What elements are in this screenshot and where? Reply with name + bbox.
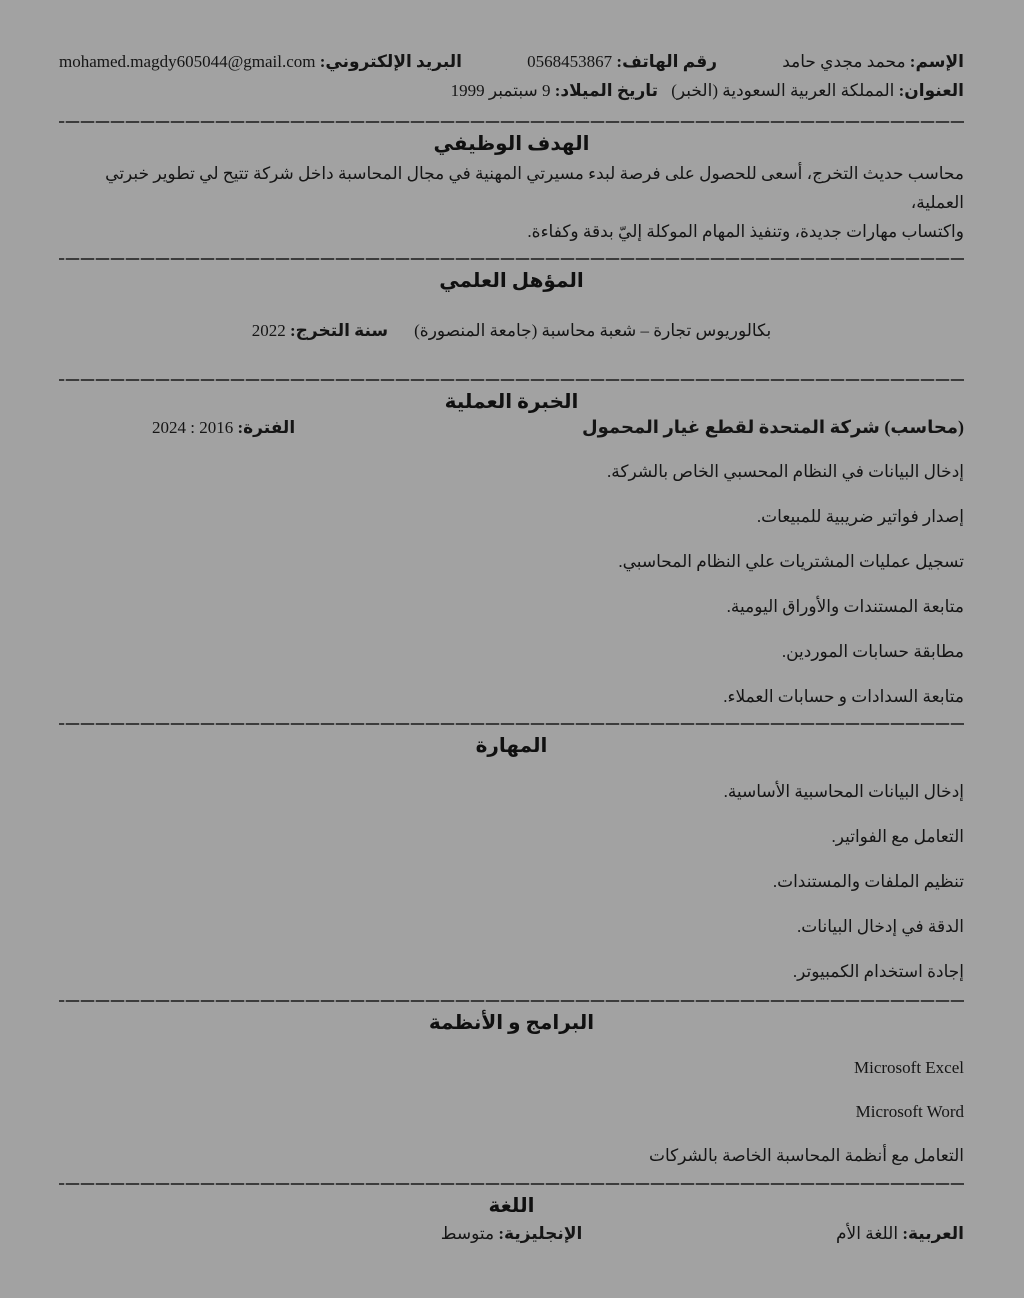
duty-item: تسجيل عمليات المشتريات علي النظام المحاسبي.: [618, 552, 964, 571]
language-english: [441, 1224, 583, 1244]
programs-list: [59, 1056, 964, 1167]
english-value: متوسط: [440, 1224, 495, 1243]
separator: [59, 121, 964, 123]
experience-entry-header: [59, 417, 964, 438]
skill-item: إجادة استخدام الكمبيوتر.: [792, 962, 964, 981]
duty-item: مطابقة حسابات الموردين.: [781, 642, 964, 661]
spacer: [59, 1224, 361, 1244]
phone-label: رقم الهاتف:: [616, 52, 718, 71]
separator: [59, 379, 964, 381]
language-arabic: [836, 1224, 964, 1244]
email-label: البريد الإلكتروني:: [319, 52, 462, 71]
grad-year-value: 2022: [251, 321, 286, 340]
duties-list: [59, 460, 964, 708]
phone-field: [527, 52, 717, 72]
duty-item: إصدار فواتير ضريبية للمبيعات.: [756, 507, 964, 526]
period-label: الفترة:: [237, 418, 296, 437]
email-field: [59, 52, 462, 72]
arabic-label: العربية:: [902, 1224, 964, 1243]
education-entry: [59, 321, 964, 341]
period-field: [152, 418, 295, 438]
company-name: (محاسب) شركة المتحدة لقطع غيار المحمول: [582, 417, 964, 437]
program-item: Microsoft Word: [855, 1102, 964, 1121]
separator: [59, 1000, 964, 1002]
english-label: الإنجليزية:: [498, 1224, 583, 1243]
section-title-programs: البرامج و الأنظمة: [428, 1012, 595, 1034]
objective-line: محاسب حديث التخرج، أسعى للحصول على فرصة لبدء مسيرتي المهنية في مجال المحاسبة داخل شركة تتيح لي تطوير خبرتي العملية،: [105, 164, 964, 212]
arabic-value: اللغة الأم: [836, 1224, 899, 1243]
languages-row: [59, 1224, 964, 1244]
grad-year-label: سنة التخرج:: [290, 321, 389, 340]
objective-line: واكتساب مهارات جديدة، وتنفيذ المهام الموكلة إليّ بدقة وكفاءة.: [527, 222, 964, 241]
phone-value: 0568453867: [527, 52, 613, 71]
section-title-skills: المهارة: [475, 735, 548, 757]
address-label: العنوان:: [898, 81, 964, 100]
separator: [59, 723, 964, 725]
period-value: 2016 : 2024: [152, 418, 234, 437]
duty-item: متابعة السدادات و حسابات العملاء.: [723, 687, 964, 706]
skill-item: إدخال البيانات المحاسبية الأساسية.: [723, 782, 964, 801]
separator: [59, 258, 964, 260]
objective-paragraph: [59, 159, 964, 246]
duty-item: متابعة المستندات والأوراق اليومية.: [726, 597, 964, 616]
address-value: المملكة العربية السعودية (الخبر): [671, 81, 895, 100]
dob-value: 9 سبتمبر 1999: [450, 81, 551, 100]
email-value: mohamed.magdy605044@gmail.com: [59, 52, 316, 71]
dob-field: [451, 81, 658, 100]
name-field: [782, 52, 964, 72]
skill-item: الدقة في إدخال البيانات.: [797, 917, 964, 936]
section-title-education: المؤهل العلمي: [439, 270, 584, 292]
separator: [59, 1183, 964, 1185]
education-degree: بكالوريوس تجارة – شعبة محاسبة (جامعة المنصورة): [414, 321, 772, 340]
section-title-experience: الخبرة العملية: [444, 391, 579, 413]
program-item: Microsoft Excel: [854, 1058, 964, 1077]
skill-item: تنظيم الملفات والمستندات.: [772, 872, 964, 891]
section-title-languages: اللغة: [488, 1195, 535, 1217]
section-title-objective: الهدف الوظيفي: [433, 133, 590, 155]
name-label: الإسم:: [909, 52, 964, 71]
name-value: محمد مجدي حامد: [782, 52, 906, 71]
address-field: [671, 81, 964, 100]
dob-label: تاريخ الميلاد:: [554, 81, 659, 100]
program-item: التعامل مع أنظمة المحاسبة الخاصة بالشركات: [648, 1146, 964, 1165]
contact-row-2: [59, 81, 964, 101]
skills-list: [59, 780, 964, 983]
duty-item: إدخال البيانات في النظام المحسبي الخاص بالشركة.: [607, 462, 964, 481]
contact-row-1: [59, 52, 964, 72]
skill-item: التعامل مع الفواتير.: [831, 827, 964, 846]
